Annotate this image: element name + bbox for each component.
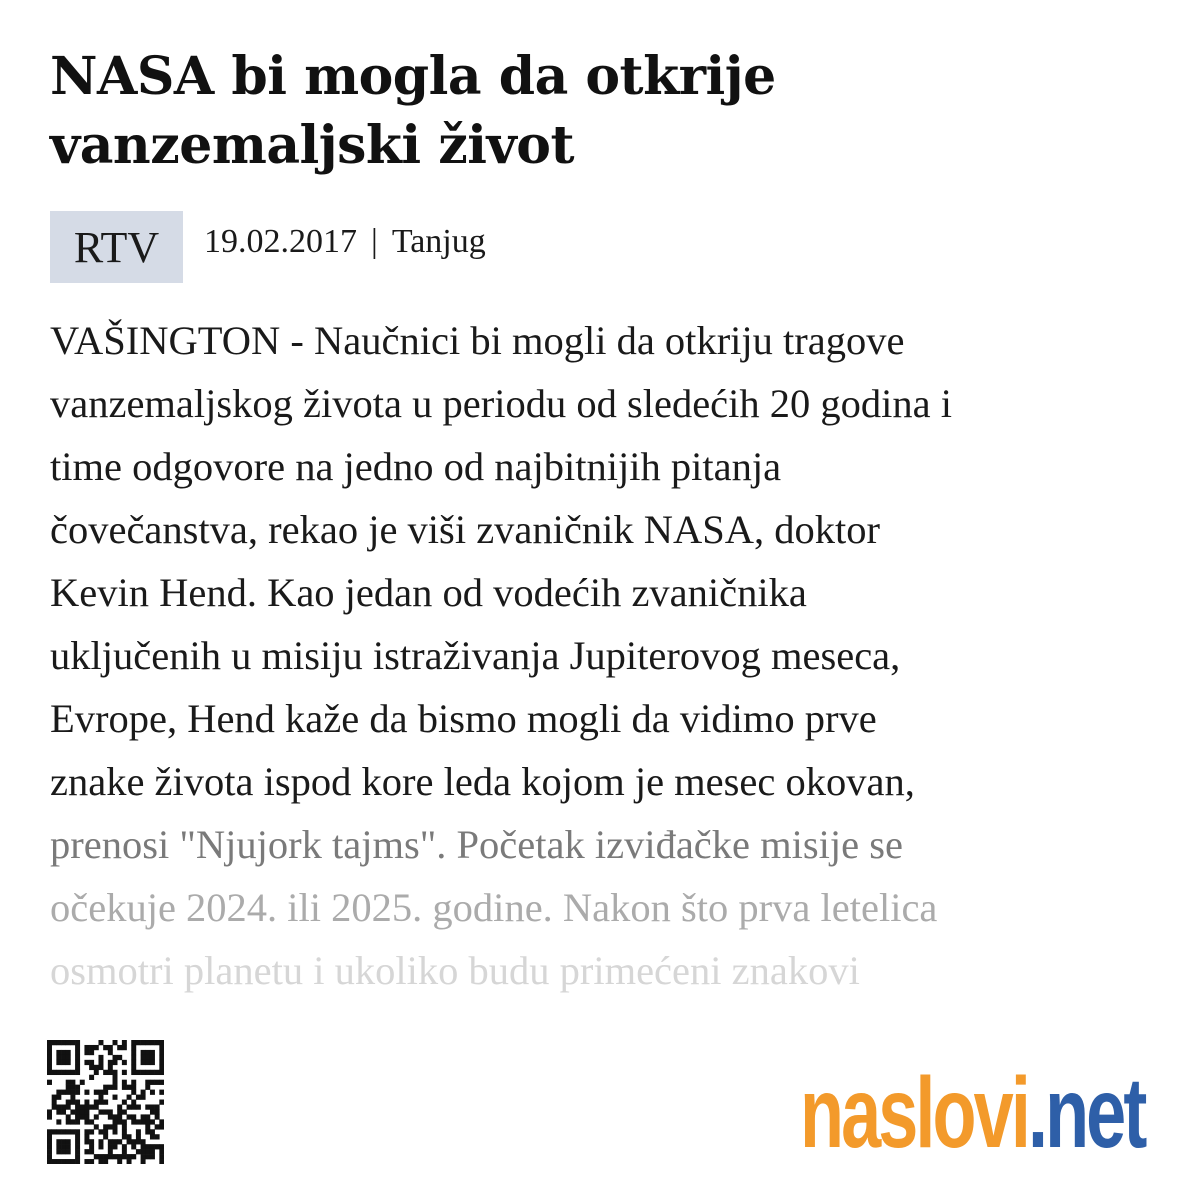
body-line-faded: prenosi "Njujork tajms". Početak izviđačke misije se <box>50 822 903 867</box>
article-body <box>50 309 1180 999</box>
body-line: Kevin Hend. Kao jedan od vodećih zvaničnika <box>50 570 807 615</box>
source-badge[interactable]: RTV <box>50 211 183 283</box>
body-line: VAŠINGTON - Naučnici bi mogli da otkriju tragove <box>50 318 905 363</box>
naslovi-net-logo[interactable] <box>800 1057 1145 1169</box>
body-line: vanzemaljskog života u periodu od sledećih 20 godina i <box>50 381 953 426</box>
publish-date: 19.02.2017 <box>204 223 357 260</box>
body-line-faded: očekuje 2024. ili 2025. godine. Nakon što prva letelica <box>50 885 938 930</box>
body-line: čovečanstva, rekao je viši zvaničnik NASA, doktor <box>50 507 881 552</box>
qr-code-icon <box>47 1040 164 1164</box>
article-title: NASA bi mogla da otkrije vanzemaljski život <box>50 46 776 176</box>
news-agency: Tanjug <box>391 223 486 260</box>
body-line: Evrope, Hend kaže da bismo mogli da vidimo prve <box>50 696 877 741</box>
logo-text-naslovi: naslovi <box>800 1057 1028 1169</box>
logo-text-net: .net <box>1027 1057 1145 1169</box>
meta-info <box>204 223 486 261</box>
body-line: uključenih u misiju istraživanja Jupiterovog meseca, <box>50 633 901 678</box>
meta-separator: | <box>371 223 378 260</box>
body-line-faded: osmotri planetu i ukoliko budu primećeni znakovi <box>50 948 860 993</box>
body-line: time odgovore na jedno od najbitnijih pitanja <box>50 444 782 489</box>
article-meta <box>50 211 486 283</box>
body-line: znake života ispod kore leda kojom je mesec okovan, <box>50 759 915 804</box>
